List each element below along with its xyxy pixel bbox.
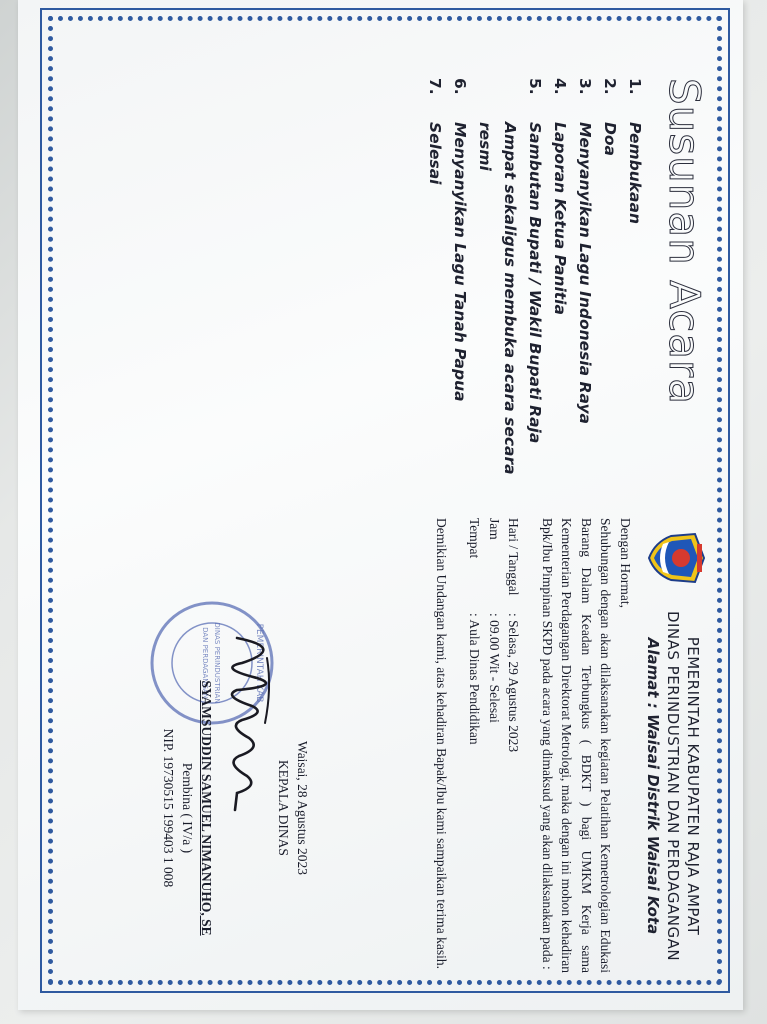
date-label: Hari / Tanggal xyxy=(506,518,522,596)
agenda-number: 1. xyxy=(626,78,644,95)
agenda-text: Doa xyxy=(601,122,619,156)
closing-paragraph: Demikian Undangan kami, atas kehadiran Bapak/Ibu kami sampaikan terima kasih. xyxy=(434,518,449,969)
time-value: : 09.00 Wit - Selesai xyxy=(487,613,502,723)
svg-text:DINAS PERINDUSTRIAN: DINAS PERINDUSTRIAN xyxy=(213,622,221,704)
signer-name: SYAMSUDDIN SAMUEL NIMANUHO, SE xyxy=(199,680,214,936)
svg-text:DAN PERDAGANGAN: DAN PERDAGANGAN xyxy=(201,627,209,699)
agenda-text: Menyanyikan Lagu Indonesia Raya xyxy=(576,122,594,425)
agenda-item xyxy=(547,78,572,498)
svg-text:PEMERINTAH KAB: PEMERINTAH KAB xyxy=(254,623,264,703)
time-label: Jam xyxy=(487,518,502,540)
signer-position: KEPALA DINAS xyxy=(276,760,291,856)
agenda-number: 4. xyxy=(551,78,569,95)
salutation: Dengan Hormat, xyxy=(618,518,633,608)
agenda-title: Susunan Acara xyxy=(660,78,709,405)
agenda-item xyxy=(422,78,447,498)
place-value: : Aula Dinas Pendidikan xyxy=(467,613,483,745)
agenda-text: Sambutan Bupati / Wakil Bupati Raja Ampat sekaligus membuka acara secara resmi xyxy=(476,122,544,475)
time-row xyxy=(485,518,505,973)
agenda-number: 2. xyxy=(601,78,619,95)
letterhead-text xyxy=(643,596,703,976)
agenda-number: 7. xyxy=(426,78,444,95)
agenda-item xyxy=(597,78,622,498)
agenda-text: Laporan Ketua Panitia xyxy=(551,122,569,315)
place-date: Waisai, 28 Agustus 2023 xyxy=(295,741,310,875)
signer-rank: Pembina ( IV/a ) xyxy=(180,762,195,854)
agenda-item xyxy=(622,78,647,498)
agenda-item xyxy=(472,78,547,498)
letter-body xyxy=(432,518,636,973)
office-name: DINAS PERINDUSTRIAN DAN PERDAGANGAN xyxy=(664,610,682,962)
agenda-item xyxy=(447,78,472,498)
signature-block xyxy=(159,678,312,938)
signer-nip: NIP. 19730515 199403 1 008 xyxy=(161,728,176,888)
agenda-list xyxy=(422,78,647,498)
office-address: Alamat : Waisai Distrik Waisai Kota xyxy=(644,637,662,935)
letterhead xyxy=(627,528,707,968)
letter-paragraph: Sehubungan dengan akan dilaksanakan kegiatan Pelatihan Kemetrologian Edukasi Barang Dalam Keadan Terbungkus ( BDKT ) bagi UMKM Kerja sama Kementerian Perdagangan Direktorat Metrologi, maka dengan ini mohon kehadiran Bpk/Ibu Pimpinan SKPD pada acara yang dimaksud yang akan dilaksanakan pada : xyxy=(540,518,614,973)
regency-emblem-icon xyxy=(647,528,707,588)
agenda-number: 6. xyxy=(451,78,469,95)
date-value: : Selasa, 29 Agustus 2023 xyxy=(506,613,522,753)
agenda-number: 3. xyxy=(576,78,594,95)
agenda-text: Pembukaan xyxy=(626,122,644,224)
agenda-text: Selesai xyxy=(426,122,444,185)
place-label: Tempat xyxy=(467,518,483,559)
date-row xyxy=(504,518,524,973)
agenda-number: 5. xyxy=(526,78,544,95)
government-name: PEMERINTAH KABUPATEN RAJA AMPAT xyxy=(684,636,702,936)
invitation-document xyxy=(47,8,727,993)
agenda-item xyxy=(572,78,597,498)
agenda-text: Menyanyikan Lagu Tanah Papua xyxy=(451,122,469,402)
place-row xyxy=(465,518,485,973)
